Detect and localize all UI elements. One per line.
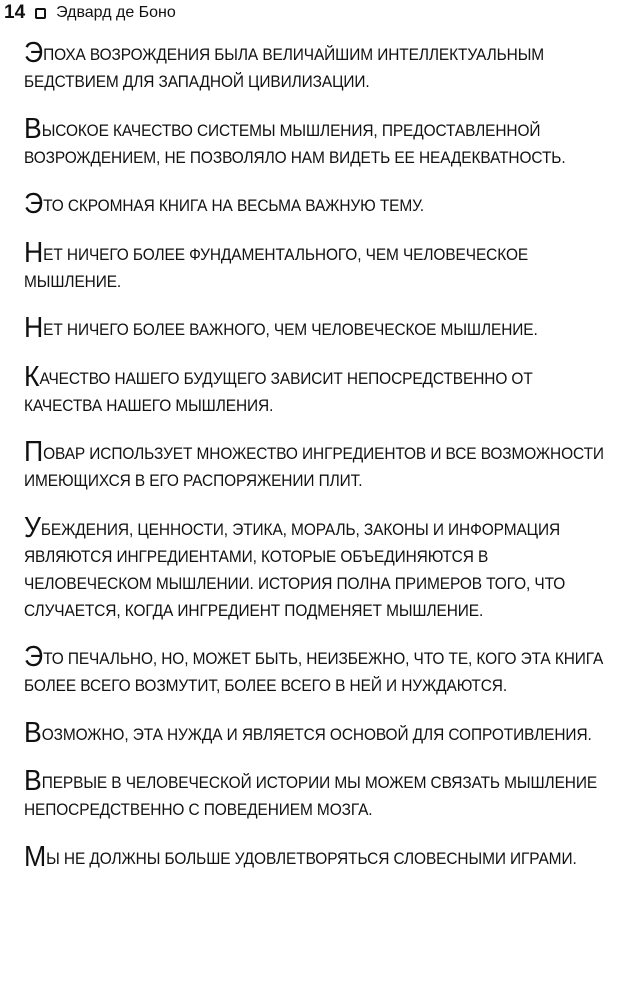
initial-letter: Н (24, 312, 44, 344)
aphorism-list (24, 37, 614, 892)
paragraph-text: АЧЕСТВО НАШЕГО БУДУЩЕГО ЗАВИСИТ НЕПОСРЕДСТВЕННО ОТ КАЧЕСТВА НАШЕГО МЫШЛЕНИЯ. (24, 368, 533, 415)
paragraph-text: ПОХА ВОЗРОЖДЕНИЯ БЫЛА ВЕЛИЧАЙШИМ ИНТЕЛЛЕКТУАЛЬНЫМ БЕДСТВИЕМ ДЛЯ ЗАПАДНОЙ ЦИВИЛИЗАЦИИ. (24, 45, 545, 91)
paragraph-text: Ы НЕ ДОЛЖНЫ БОЛЬШЕ УДОВЛЕТВОРЯТЬСЯ СЛОВЕСНЫМИ ИГРАМИ. (46, 848, 577, 868)
initial-letter: Н (24, 236, 44, 269)
paragraph (24, 765, 613, 823)
paragraph (24, 188, 613, 220)
paragraph (24, 37, 613, 95)
paragraph (24, 840, 613, 873)
initial-letter: К (24, 360, 40, 393)
paragraph (24, 312, 613, 344)
paragraph (24, 716, 613, 749)
square-bullet-icon (35, 8, 46, 19)
paragraph (24, 360, 613, 419)
initial-letter: В (24, 716, 42, 749)
running-header (4, 2, 176, 24)
initial-letter: Э (24, 641, 44, 673)
paragraph (24, 236, 613, 295)
paragraph-text: ТО СКРОМНАЯ КНИГА НА ВЕСЬМА ВАЖНУЮ ТЕМУ. (43, 196, 424, 215)
paragraph-text: ОВАР ИСПОЛЬЗУЕТ МНОЖЕСТВО ИНГРЕДИЕНТОВ И ВСЕ ВОЗМОЖНОСТИ ИМЕЮЩИХСЯ В ЕГО РАСПОРЯЖЕНИИ ПЛИТ. (24, 444, 604, 490)
paragraph-text: ПЕРВЫЕ В ЧЕЛОВЕЧЕСКОЙ ИСТОРИИ МЫ МОЖЕМ СВЯЗАТЬ МЫШЛЕНИЕ НЕПОСРЕДСТВЕННО С ПОВЕДЕНИЕМ МОЗГА. (24, 773, 598, 819)
paragraph-text: ЕТ НИЧЕГО БОЛЕЕ ВАЖНОГО, ЧЕМ ЧЕЛОВЕЧЕСКОЕ МЫШЛЕНИЕ. (43, 320, 538, 339)
paragraph (24, 641, 613, 699)
initial-letter: Э (24, 188, 44, 220)
initial-letter: П (24, 436, 44, 468)
initial-letter: М (24, 840, 47, 873)
paragraph (24, 436, 613, 494)
paragraph (24, 112, 613, 171)
author-name: Эдвард де Боно (56, 4, 176, 21)
initial-letter: У (24, 511, 41, 544)
paragraph-text: ЕТ НИЧЕГО БОЛЕЕ ФУНДАМЕНТАЛЬНОГО, ЧЕМ ЧЕЛОВЕЧЕСКОЕ МЫШЛЕНИЕ. (24, 244, 529, 291)
paragraph-text: ЫСОКОЕ КАЧЕСТВО СИСТЕМЫ МЫШЛЕНИЯ, ПРЕДОСТАВЛЕННОЙ ВОЗРОЖДЕНИЕМ, НЕ ПОЗВОЛЯЛО НАМ ВИДЕТЬ ЕЕ НЕАДЕКВАТНОСТЬ. (24, 120, 566, 167)
paragraph-text: БЕЖДЕНИЯ, ЦЕННОСТИ, ЭТИКА, МОРАЛЬ, ЗАКОНЫ И ИНФОРМАЦИЯ ЯВЛЯЮТСЯ ИНГРЕДИЕНТАМИ, КОТОРЫЕ ОБЪЕДИНЯЮТСЯ В ЧЕЛОВЕЧЕСКОМ МЫШЛЕНИИ. ИСТОРИЯ ПОЛНА ПРИМЕРОВ ТОГО, ЧТО СЛУЧАЕТСЯ, КОГДА ИНГРЕДИЕНТ ПОДМЕНЯЕТ МЫШЛЕНИЕ. (24, 519, 566, 620)
paragraph-text: ОЗМОЖНО, ЭТА НУЖДА И ЯВЛЯЕТСЯ ОСНОВОЙ ДЛЯ СОПРОТИВЛЕНИЯ. (41, 724, 592, 744)
paragraph-text: ТО ПЕЧАЛЬНО, НО, МОЖЕТ БЫТЬ, НЕИЗБЕЖНО, ЧТО ТЕ, КОГО ЭТА КНИГА БОЛЕЕ ВСЕГО ВОЗМУТИТ, БОЛЕЕ ВСЕГО В НЕЙ И НУЖДАЮТСЯ. (24, 649, 604, 695)
paragraph (24, 511, 613, 624)
initial-letter: Э (24, 37, 44, 69)
initial-letter: В (24, 765, 42, 797)
initial-letter: В (24, 112, 42, 145)
page-number: 14 (4, 2, 26, 23)
